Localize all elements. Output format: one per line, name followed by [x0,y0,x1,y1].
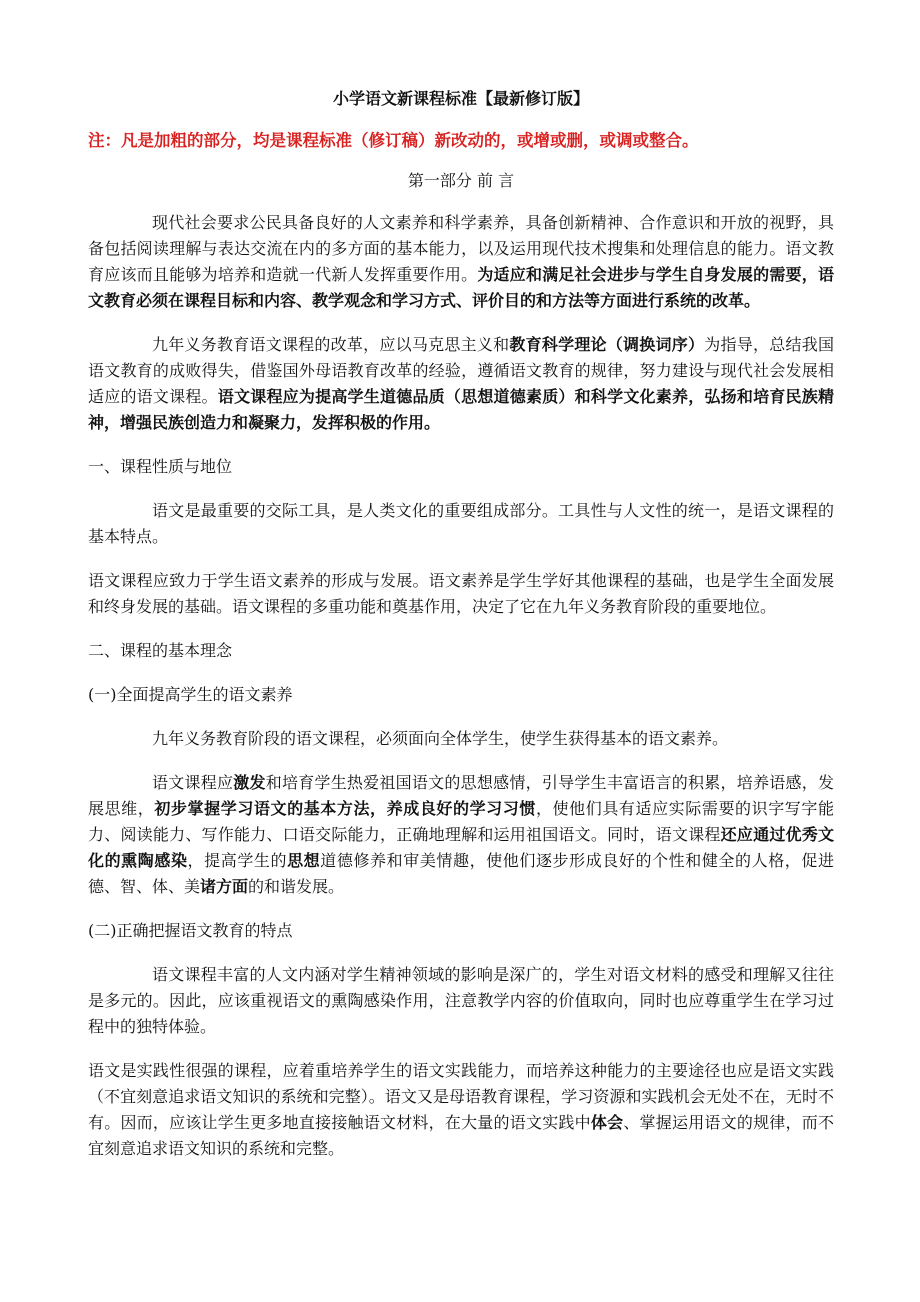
text-run: 道德修养和审美情趣，使他们逐步形成良好的个性和健全的人格，促进德、智、体、美 [88,851,834,896]
text-run: 和培育学生热爱祖国语文的思想感情，引导学生丰富语言的积累，培养语感，发展思维， [88,773,834,818]
text-run: 现代社会要求公民具备良好的人文素养和科学素养，具备创新精神、合作意识和开放的视野，具备包括阅读理解与表达交流在内的多方面的基本能力，以及运用现代技术搜集和处理信息的能力。语文教育应该而且能够为培养和造就一代新人发挥重要作用。 [88,213,834,284]
paragraph-characteristics-2 [88,1058,834,1162]
subheading-characteristics: (二)正确把握语文教育的特点 [88,921,293,940]
paragraph-course-nature-1: 语文是最重要的交际工具，是人类文化的重要组成部分。工具性与人文性的统一，是语文课程的基本特点。 [88,501,834,546]
bold-revision: 为适应和满足社会进步与学生自身发展的需要，语文教育必须在课程目标和内容、教学观念和学习方式、评价目的和方法等方面进行系统的改革。 [88,265,834,310]
bold-revision: 激发 [233,773,266,792]
paragraph-characteristics-1: 语文课程丰富的人文内涵对学生精神领域的影响是深广的，学生对语文材料的感受和理解又往往是多元的。因此，应该重视语文的熏陶感染作用，注意教学内容的价值取向，同时也应尊重学生在学习过程中的独特体验。 [88,965,834,1036]
document-title: 小学语文新课程标准【最新修订版】 [332,89,589,108]
preface-paragraph-2 [88,332,834,436]
heading-basic-concepts: 二、课程的基本理念 [88,641,233,660]
text-run: 为指导，总结我国语文教育的成败得失，借鉴国外母语教育改革的经验，遵循语文教育的规律，努力建设与现代社会发展相适应的语文课程。 [88,335,834,406]
bold-revision: 思想 [287,851,321,870]
bold-revision: 还应通过优秀文化的熏陶感染 [88,825,834,870]
heading-course-nature: 一、课程性质与地位 [88,457,233,476]
part1-title: 第一部分 前 言 [407,171,515,190]
bold-revision: 教育科学理论（调换词序） [509,335,705,354]
text-run: ，使他们具有适应实际需要的识字写字能力、阅读能力、写作能力、口语交际能力，正确地理解和运用祖国语文。同时，语文课程 [88,799,834,844]
revision-note: 注：凡是加粗的部分，均是课程标准（修订稿）新改动的，或增或删，或调或整合。 [88,131,699,150]
text-run: 的和谐发展。 [248,877,345,896]
bold-revision: 语文课程应为提高学生道德品质（思想道德素质）和科学文化素养，弘扬和培育民族精神，增强民族创造力和凝聚力，发挥积极的作用。 [88,387,834,432]
preface-paragraph-1 [88,210,834,314]
bold-revision: 体会 [590,1113,624,1132]
paragraph-course-nature-2: 语文课程应致力于学生语文素养的形成与发展。语文素养是学生学好其他课程的基础，也是学生全面发展和终身发展的基础。语文课程的多重功能和奠基作用，决定了它在九年义务教育阶段的重要地位。 [88,571,834,616]
paragraph-literacy-1: 九年义务教育阶段的语文课程，必须面向全体学生，使学生获得基本的语文素养。 [152,729,729,748]
bold-revision: 诸方面 [200,877,249,896]
text-run: ，提高学生的 [187,851,288,870]
bold-revision: 初步掌握学习语文的基本方法，养成良好的学习习惯 [154,799,536,818]
text-run: 九年义务教育语文课程的改革，应以马克思主义和 [152,335,510,354]
subheading-literacy: (一)全面提高学生的语文素养 [88,685,293,704]
text-run: 语文课程应 [152,773,234,792]
text-run: 、掌握运用语文的规律，而不宜刻意追求语文知识的系统和完整。 [88,1113,834,1158]
text-run: 语文是实践性很强的课程，应着重培养学生的语文实践能力，而培养这种能力的主要途径也应是语文实践（不宜刻意追求语文知识的系统和完整）。语文又是母语教育课程，学习资源和实践机会无处不在，无时不有。因而，应该让学生更多地直接接触语文材料，在大量的语文实践中 [88,1061,834,1132]
paragraph-literacy-2 [88,770,834,900]
